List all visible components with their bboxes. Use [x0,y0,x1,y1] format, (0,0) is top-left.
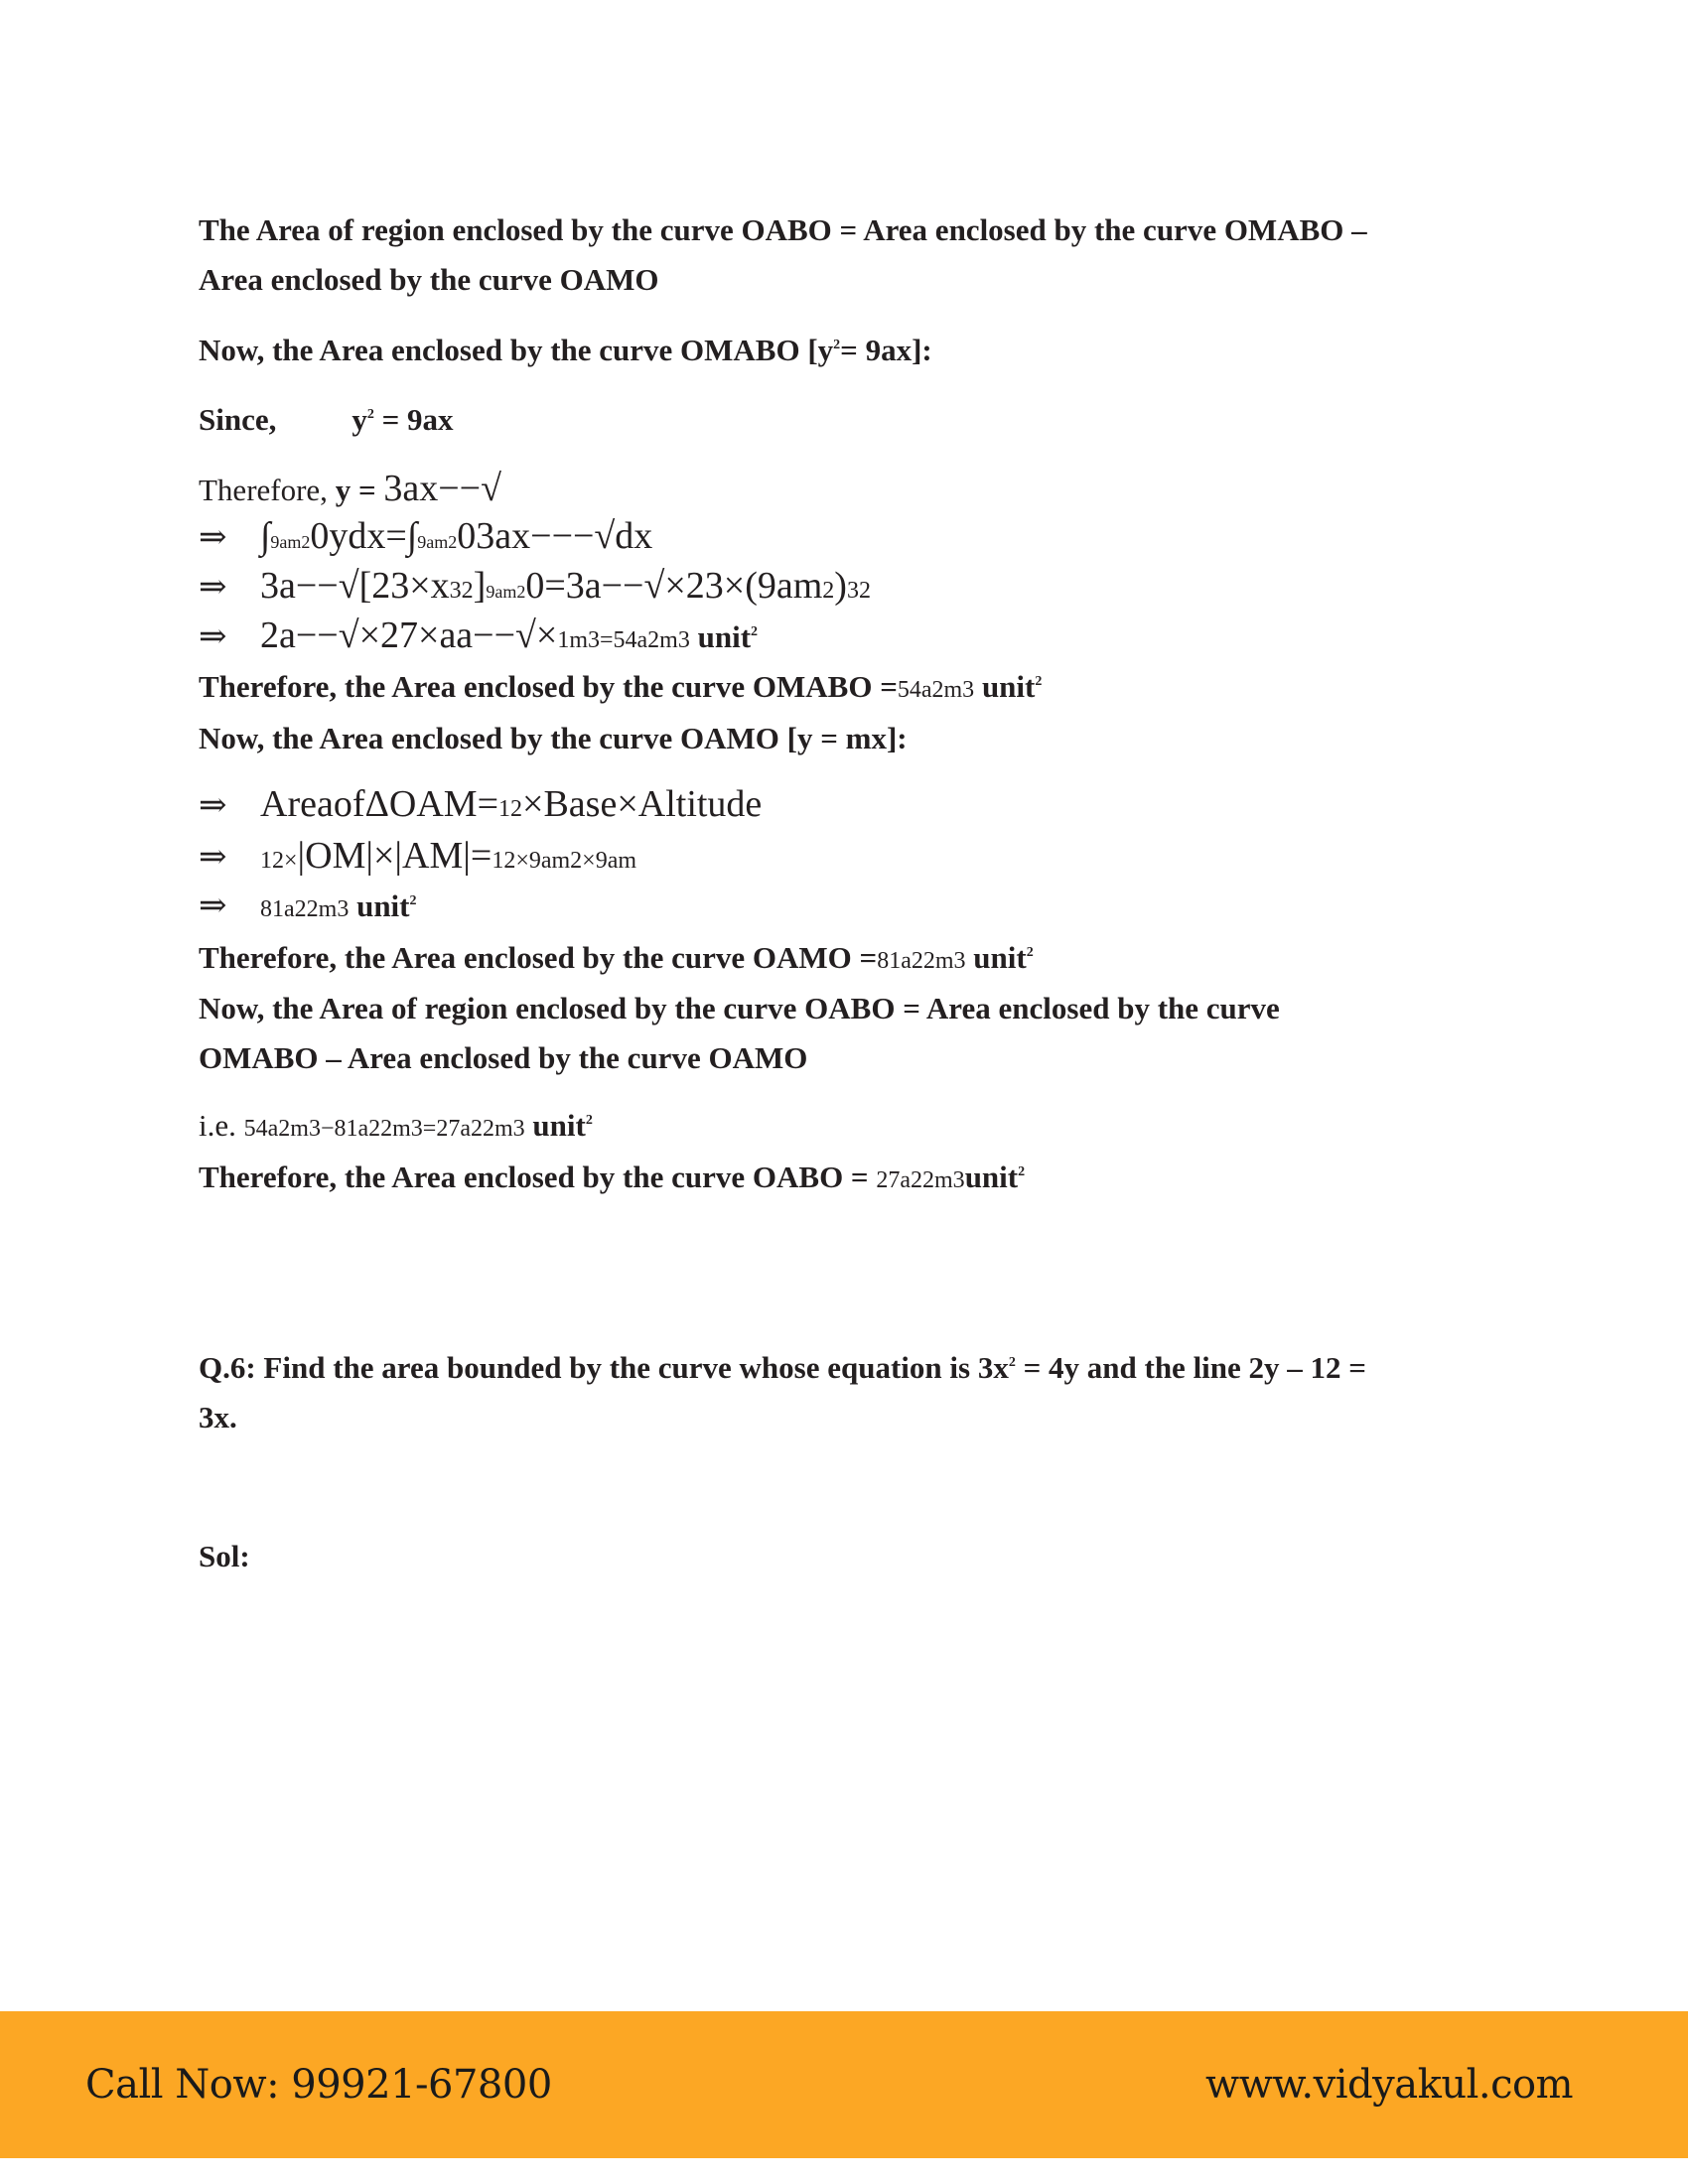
math-text: ] [473,565,487,607]
math-text: 54a2m3−81a22m3=27a22m3 [243,1116,525,1142]
superscript: 2 [409,893,417,908]
text: unit [965,940,1027,975]
paragraph-line [199,331,932,370]
implies-arrow: ⇒ [199,887,227,924]
math-text: 32 [846,578,871,604]
text: Therefore, the Area enclosed by the curve OAMO = [199,940,878,975]
superscript: 2 [833,338,841,352]
math-text: |OM|×|AM|= [297,835,492,877]
text: Since, [199,402,277,437]
math-text: 9am2 [417,532,458,552]
paragraph-line [199,400,454,440]
implies-arrow: ⇒ [199,618,227,655]
math-line [199,784,762,829]
text: Therefore, the Area enclosed by the curve OMABO = [199,669,898,704]
math-text: 3ax−−√ [383,468,501,509]
text: unit [974,669,1036,704]
paragraph-line [199,1158,1025,1200]
text: = 4y and the line 2y – 12 = [1015,1350,1366,1385]
call-now-text: Call Now: 99921-67800 [85,2062,552,2108]
text: unit [689,619,752,654]
paragraph-line [199,719,908,758]
math-text: 54a2m3 [897,677,975,703]
math-text: 9am2 [486,582,526,602]
implies-arrow: ⇒ [199,519,227,556]
superscript: 2 [1018,1164,1026,1179]
solution-label [199,1537,250,1576]
question-line [199,1348,1366,1388]
math-line [199,1106,593,1149]
math-line [199,469,501,510]
text: unit [524,1108,586,1143]
superscript: 2 [1026,945,1034,960]
text: Now, the Area enclosed by the curve OAMO [y = mx]: [199,721,908,755]
implies-arrow: ⇒ [199,839,227,876]
math-text: 81a22m3 [260,896,350,922]
math-text: 0ydx=∫ [310,515,418,557]
text: Now, the Area enclosed by the curve OMABO [y [199,333,834,367]
text: y = [335,473,384,507]
text: unit [964,1160,1019,1194]
text: Now, the Area of region enclosed by the curve OABO = Area enclosed by the curve [199,991,1280,1025]
superscript: 2 [366,407,374,422]
paragraph-line [199,938,1034,981]
text: Therefore, [199,473,336,507]
math-line [199,887,417,929]
math-text: 12× [260,848,298,874]
math-text: 3a−−√[23×x [260,565,450,607]
math-text: 0=3a−−√×23×(9am [525,565,823,607]
math-text: ∫ [260,515,271,557]
paragraph-line [199,210,1367,250]
math-text: 27a22m3 [876,1167,965,1193]
math-text: AreaofΔOAM= [260,783,499,825]
math-text: 12 [498,796,523,822]
superscript: 2 [751,624,759,639]
text: i.e. [199,1108,244,1143]
text: The Area of region enclosed by the curve OABO = Area enclosed by the curve OMABO – [199,212,1367,247]
website-text: www.vidyakul.com [1204,2062,1573,2108]
text: 3x. [199,1400,237,1434]
text: y [352,402,367,437]
math-text: ×Base×Altitude [522,783,763,825]
math-text: 2 [822,578,835,604]
text: unit [349,888,410,923]
math-text: 9am2 [270,532,311,552]
paragraph-line [199,260,659,300]
text: Therefore, the Area enclosed by the curve OABO = [199,1160,877,1194]
math-text: 32 [449,578,474,604]
text: OMABO – Area enclosed by the curve OAMO [199,1040,808,1075]
math-text: 1m3=54a2m3 [557,627,690,653]
text: Sol: [199,1539,250,1573]
text: Q.6: Find the area bounded by the curve whose equation is 3x [199,1350,1009,1385]
superscript: 2 [1008,1355,1016,1370]
math-text: ) [834,565,847,607]
implies-arrow: ⇒ [199,569,227,606]
superscript: 2 [585,1113,593,1128]
paragraph-line [199,989,1280,1028]
math-line [199,836,636,881]
footer-banner [0,2011,1688,2158]
implies-arrow: ⇒ [199,787,227,824]
text: Area enclosed by the curve OAMO [199,262,659,297]
paragraph-line [199,1038,807,1078]
paragraph-line [199,667,1042,710]
math-line [199,516,652,562]
math-text: 03ax−−−√dx [457,515,653,557]
math-text: 12×9am2×9am [492,848,637,874]
text: = 9ax]: [840,333,932,367]
text: = 9ax [373,402,454,437]
math-text: 81a22m3 [877,948,966,974]
question-line [199,1398,237,1437]
superscript: 2 [1035,674,1043,689]
math-text: 2a−−√×27×aa−−√× [260,614,558,656]
math-line [199,615,758,660]
math-line [199,566,871,612]
